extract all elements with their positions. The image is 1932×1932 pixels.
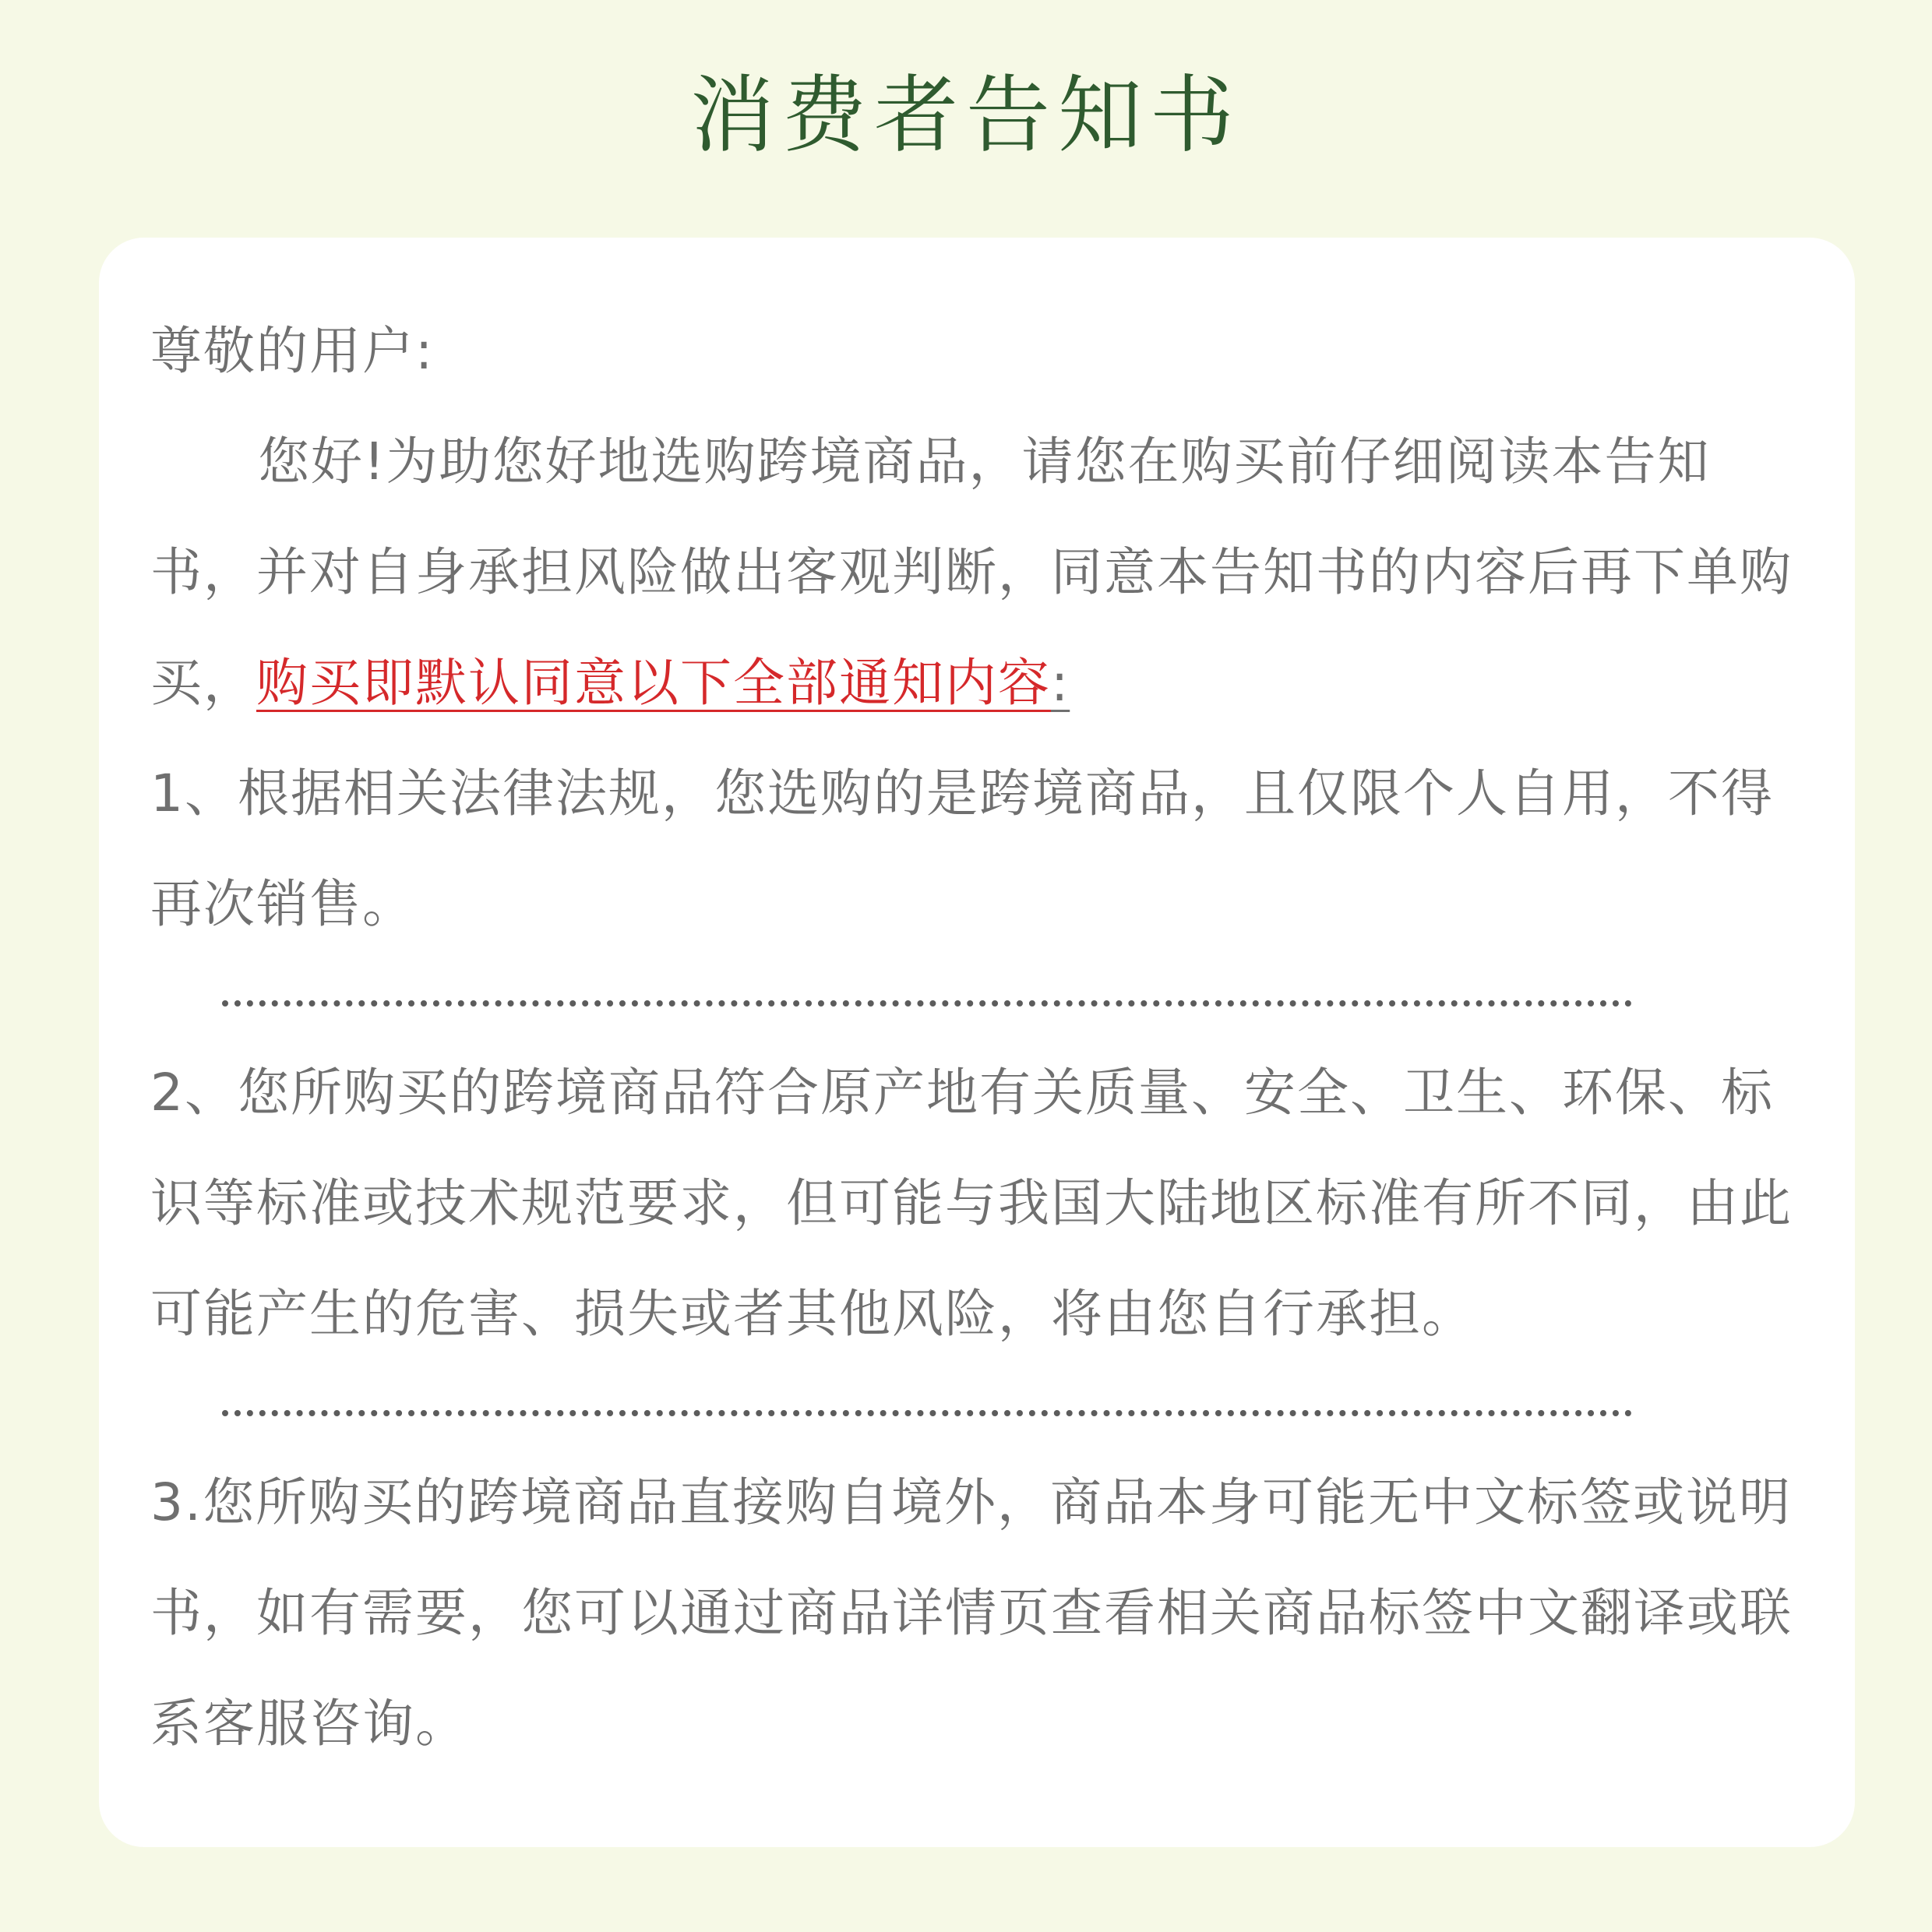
intro-colon: : [1051,653,1070,713]
salutation: 尊敬的用户: [150,321,435,381]
notice-item-1: 1、根据相关法律法规，您选购的是跨境商品，且仅限个人自用，不得再次销售。 [150,763,1774,934]
intro-paragraph [150,407,1802,739]
dotted-divider [222,1000,1632,1007]
intro-text: 您好!为助您好地选购跨境商品，请您在购买前仔细阅读本告知书，并对自身承担风险做出客观判断，同意本告知书的内容后再下单购买， [150,432,1793,713]
intro-highlight: 购买即默认同意以下全部通知内容 [256,653,1051,713]
dotted-divider [222,1410,1632,1416]
page-title: 消费者告知书 [689,67,1242,164]
notice-item-2: 2、您所购买的跨境商品符合原产地有关质量、安全、卫生、环保、标识等标准或技术规范要求，但可能与我国大陆地区标准有所不同，由此可能产生的危害、损失或者其他风险，将由您自行承担。 [150,1063,1793,1344]
notice-item-3: 3.您所购买的跨境商品直接购自境外，商品本身可能无中文标签或说明书，如有需要，您可以通过商品详情页查看相关商品标签中文翻译或联系客服咨询。 [150,1472,1793,1754]
notice-card [99,238,1855,1847]
